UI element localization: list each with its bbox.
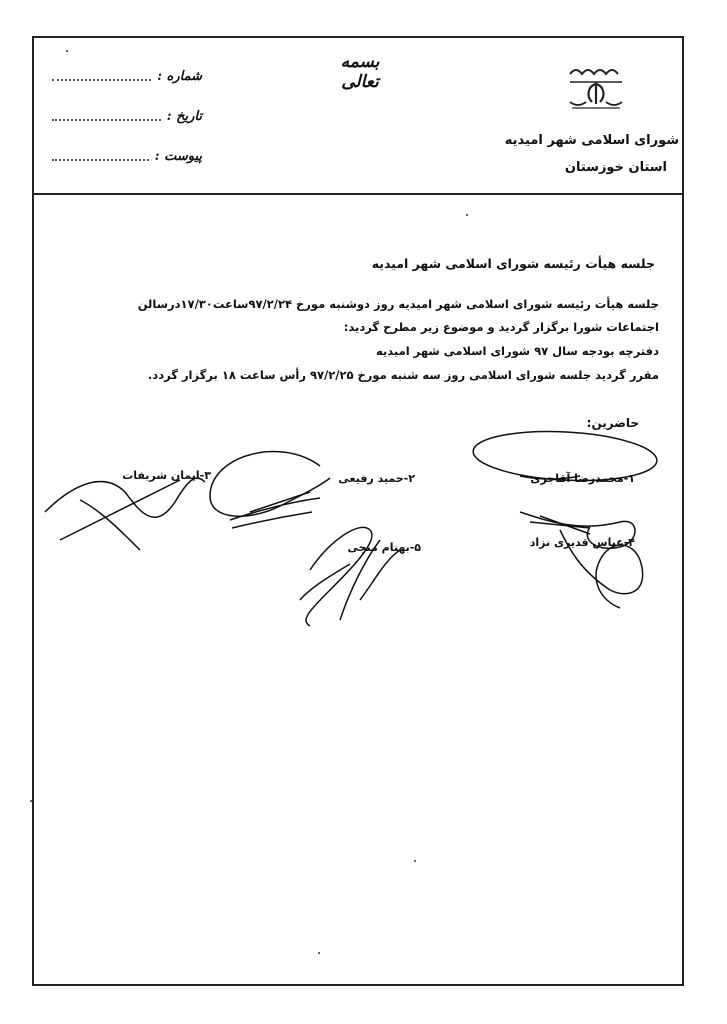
attachment-blank (52, 159, 149, 161)
header-divider (32, 193, 684, 195)
council-name: شورای اسلامی شهر امیدیه (504, 133, 679, 148)
date-label: تاریخ : (166, 108, 202, 124)
attendee-4: ۴-عباس قدیری نزاد (529, 536, 635, 549)
scan-speck (66, 50, 68, 52)
attachment-label: پیوست : (154, 148, 202, 164)
scan-speck (414, 860, 416, 862)
date-field (52, 106, 202, 126)
number-field (52, 66, 202, 86)
date-blank (52, 119, 161, 121)
attachment-field (52, 146, 202, 166)
attendee-5: ۵-بهنام منجی (347, 541, 421, 554)
attendee-3: ۳-ایمان شریفات (122, 469, 211, 482)
scan-speck (30, 800, 32, 802)
scan-speck (466, 214, 468, 216)
body-line-4: مقرر گردید جلسه شورای اسلامی روز سه شنبه مورخ ۹۷/۲/۲۵ رأس ساعت ۱۸ برگزار گردد. (147, 368, 659, 382)
number-label: شماره : (157, 68, 202, 84)
scan-speck (318, 952, 320, 954)
letter-title: جلسه هیأت رئیسه شورای اسلامی شهر امیدیه (371, 256, 655, 271)
invocation: بسمه تعالی (340, 52, 380, 92)
letterhead-frame (32, 36, 684, 986)
attendee-1: ۱-محمدرضا آقاجری (530, 472, 635, 485)
province-name: استان خوزستان (564, 160, 667, 175)
body-line-1: جلسه هیأت رئیسه شورای اسلامی شهر امیدیه روز دوشنبه مورخ ۹۷/۲/۲۴ساعت۱۷/۳۰درسالن (137, 297, 659, 311)
attendee-2: ۲-حمید رفیعی (338, 472, 415, 485)
body-line-3: دفترچه بودجه سال ۹۷ شورای اسلامی شهر امیدیه (375, 344, 659, 358)
attendees-heading: حاضرین: (586, 416, 639, 430)
number-blank (52, 79, 151, 81)
national-emblem-icon (566, 62, 626, 114)
body-line-2: اجتماعات شورا برگزار گردید و موضوع زیر مطرح گردید: (343, 320, 659, 334)
